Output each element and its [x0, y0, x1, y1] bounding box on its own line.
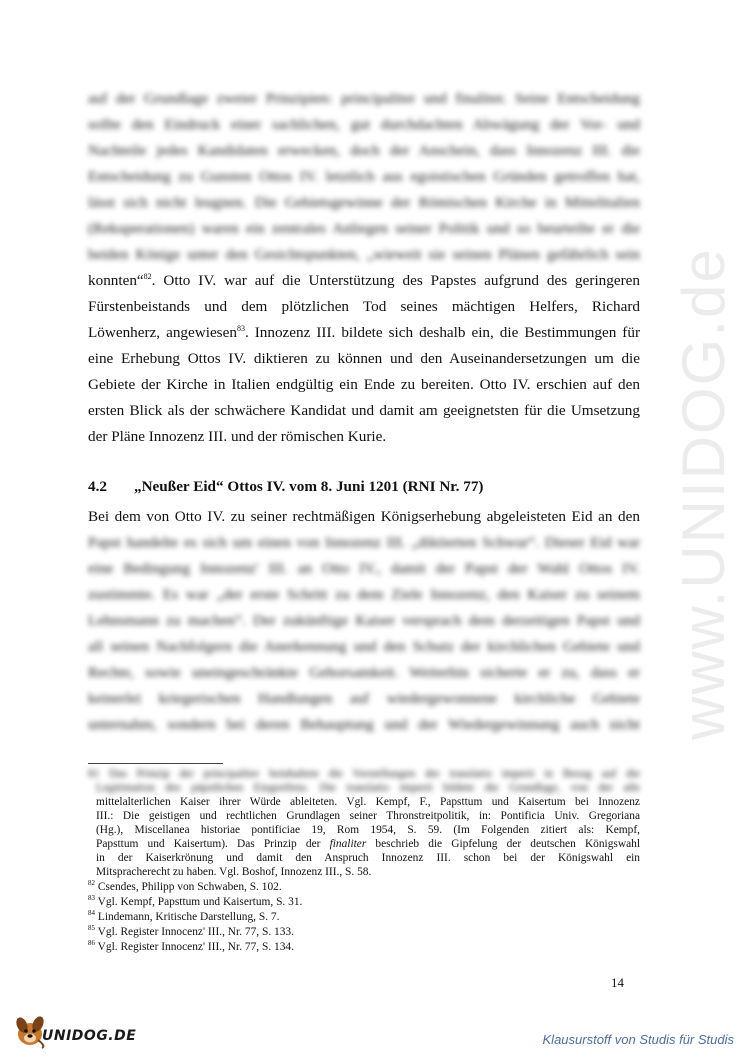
text-line: ersten Blick als der schwächere Kandidat und damit am geeignetsten für die Umsetzung — [88, 402, 640, 419]
footnote-82 — [88, 881, 640, 895]
text-span: . Innozenz III. bildete sich deshalb ein, die Bestimmungen für — [244, 324, 640, 341]
text-span: beschrieb die Gipfelung der deutschen Königswahl — [375, 838, 640, 850]
text-line: eine Erhebung Ottos IV. diktieren zu können und den Auseinandersetzungen um die — [88, 350, 640, 367]
footnote-text: Lindemann, Kritische Darstellung, S. 7. — [97, 911, 280, 923]
page-number: 14 — [611, 975, 624, 990]
text-line — [88, 320, 640, 346]
text-span: Papsttum und Kaisertum). Das Prinzip der — [96, 838, 321, 850]
blurred-line: Rechte, sowie uneingeschränkte Gehorsamkeit. Weiterhin sicherte er zu, dass er — [88, 664, 640, 681]
footnote-line-blurred: 81 Das Prinzip der principaliter beinhaltete die Vorstellungen der translatio imperii in Bezug auf die — [88, 768, 640, 780]
text-span: konnten“ — [88, 272, 144, 289]
footnote-line-blurred: Legitimation des päpstlichen Eingreifens. Die translatio imperii bildete die Grundlage, von der alle — [96, 782, 640, 794]
footnote-divider — [88, 763, 223, 764]
footnote-text: Csendes, Philipp von Schwaben, S. 102. — [97, 881, 282, 893]
emphasis: finaliter — [329, 838, 367, 850]
blurred-line: Lehnsmann zu machen“. Der zukünftige Kaiser versprach dem derzeitigen Papst und — [88, 612, 640, 629]
footnote-ref: 82 — [143, 271, 152, 281]
blurred-line: sollte den Eindruck einer sachlichen, gut durchdachten Abwägung der Vor- und — [88, 116, 640, 133]
unidog-logo-text: UNIDOG.DE — [42, 1028, 137, 1044]
footnote-number: 86 — [88, 939, 95, 948]
footnote-text: Vgl. Kempf, Papsttum und Kaisertum, S. 31. — [97, 896, 303, 908]
footnote-line — [96, 838, 640, 852]
footnote-line: III.: Die geistigen und rechtlichen Grundlagen seiner Thronstreitpolitik, in: Pontificia Univ. Gregoriana — [96, 810, 640, 822]
section-heading — [88, 478, 483, 496]
text-line: Bei dem von Otto IV. zu seiner rechtmäßigen Königserhebung abgeleisteten Eid an den — [88, 508, 640, 525]
blurred-line: (Rekuperationen) waren ein zentrales Anliegen seiner Politik und so beurteilte er die — [88, 220, 640, 237]
blurred-line: unternahm, sondern bei deren Behauptung und der Wiedergewinnung auch nicht — [88, 716, 640, 733]
footnote-number: 82 — [88, 879, 95, 888]
blurred-line: zustimmte. Es war „der erste Schritt zu dem Ziele Innozenz, den Kaiser zu seinem — [88, 586, 640, 603]
footnote-line: Mitspracherecht zu haben. Vgl. Boshof, Innozenz III., S. 58. — [96, 866, 372, 878]
footnote-ref: 83 — [236, 323, 245, 333]
watermark: www.UNIDOG.de — [670, 247, 737, 740]
blurred-line: Nachteile jedes Kandidaten erwecken, doch der Anschein, dass Innozenz III. die — [88, 142, 640, 159]
text-line — [88, 268, 640, 294]
footer-tagline: Klausurstoff von Studis für Studis — [542, 1032, 734, 1047]
footnote-text: Vgl. Register Innocenz' III., Nr. 77, S. 134. — [97, 941, 294, 953]
blurred-line: beiden Könige unter den Gesichtspunkten, „wieweit sie seinen Plänen gefährlich sein — [88, 246, 640, 263]
text-span: Löwenherz, angewiesen — [88, 324, 237, 341]
blurred-line: Papst handelte es sich um einen von Innozenz III. „diktierten Schwur“. Dieser Eid war — [88, 534, 640, 551]
blurred-line: all seinen Nachfolgern die Anerkennung und den Schutz der kirchlichen Gebiete und — [88, 638, 640, 655]
blurred-line: auf der Grundlage zweier Prinzipien: principaliter und finaliter. Seine Entscheidung — [88, 90, 640, 107]
section-number: 4.2 — [88, 478, 107, 495]
blurred-line: keinerlei kriegerischen Handlungen auf wiedergewonnene kirchliche Gebiete — [88, 690, 640, 707]
footnote-83 — [88, 896, 640, 910]
blurred-line: lässt sich nicht leugnen. Die Gebietsgewinne der Römischen Kirche in Mittelitalien — [88, 194, 640, 211]
footnote-85 — [88, 926, 640, 940]
footnote-number: 83 — [88, 894, 95, 903]
text-span: . Otto IV. war auf die Unterstützung des Papstes aufgrund des geringeren — [151, 272, 640, 289]
footnote-text: Vgl. Register Innocenz' III., Nr. 77, S. 133. — [97, 926, 294, 938]
blurred-line: eine Bedingung Innozenz' III. an Otto IV., damit der Papst der Wahl Ottos IV. — [88, 560, 640, 577]
blurred-line: Entscheidung zu Gunsten Ottos IV. letztlich aus egoistischen Gründen getroffen hat, — [88, 168, 640, 185]
footnote-line: in der Kaiserkrönung und damit den Anspruch Innozenz III. schon bei der Königswahl ein — [96, 852, 640, 864]
text-line: der Pläne Innozenz III. und der römischen Kurie. — [88, 428, 387, 445]
text-line: Gebiete der Kirche in Italien endgültig ein Ende zu bereiten. Otto IV. erschien auf den — [88, 376, 640, 393]
footnote-84 — [88, 911, 640, 925]
footnote-line: (Hg.), Miscellanea historiae pontificiae 19, Rom 1954, S. 59. (Im Folgenden zitiert als: Kempf, — [96, 824, 640, 836]
footnote-number: 84 — [88, 909, 95, 918]
footnote-line: mittelalterlichen Kaiser ihrer Würde ableiteten. Vgl. Kempf, F., Papsttum und Kaisertum bei Innozenz — [96, 796, 640, 808]
footnote-number: 85 — [88, 924, 95, 933]
text-line: Fürstenbeistands und dem plötzlichen Tod seines mächtigen Helfers, Richard — [88, 298, 640, 315]
section-title: „Neußer Eid“ Ottos IV. vom 8. Juni 1201 (RNI Nr. 77) — [134, 478, 484, 495]
footnote-86 — [88, 941, 640, 955]
